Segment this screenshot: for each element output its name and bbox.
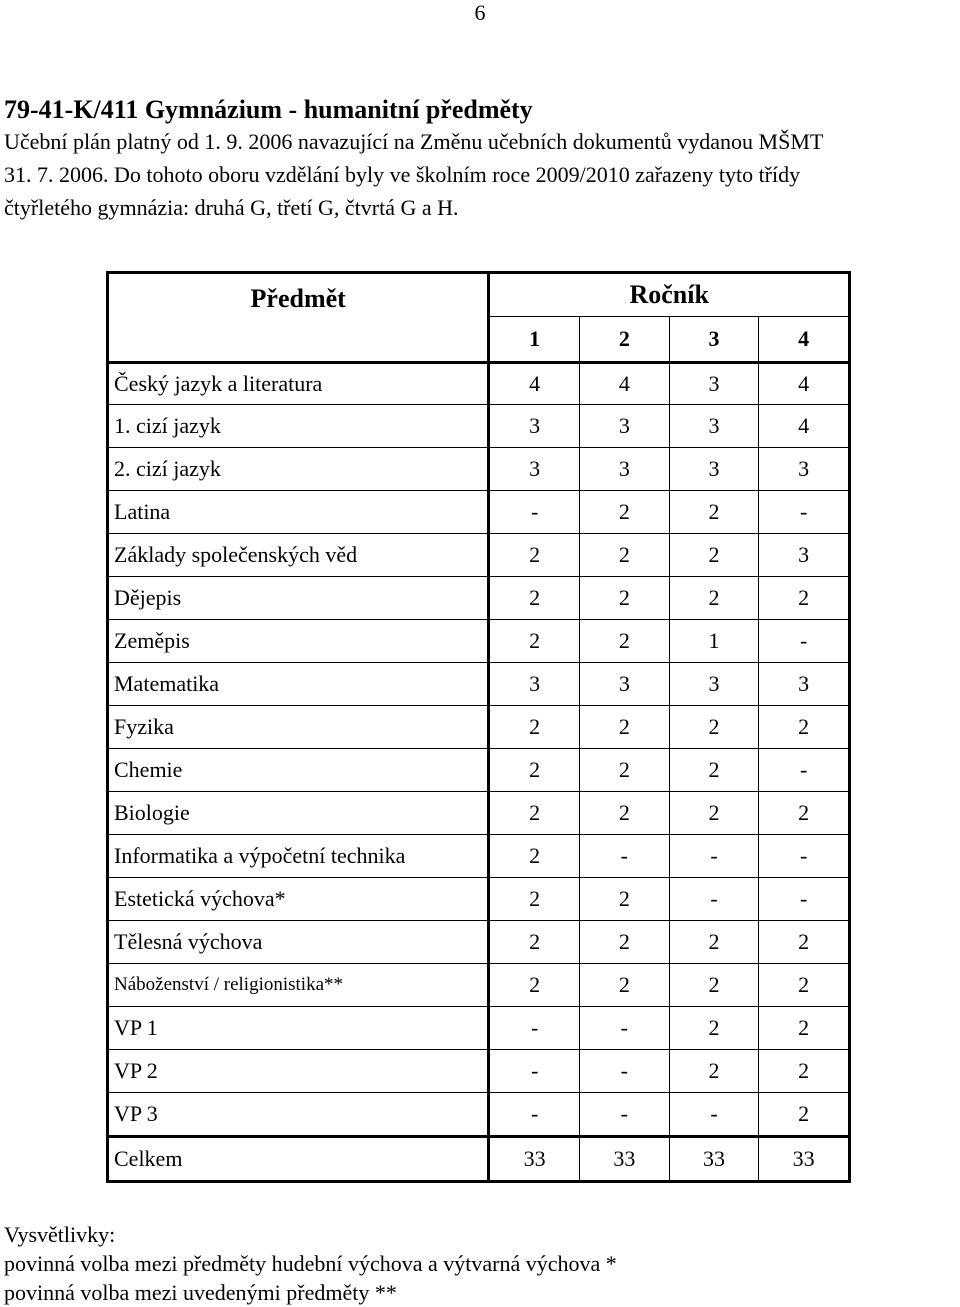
hours-cell: 33	[759, 1137, 850, 1182]
hours-cell: -	[489, 1050, 580, 1093]
hours-cell: -	[489, 491, 580, 534]
hours-cell: 3	[759, 534, 850, 577]
hours-cell: -	[580, 1093, 670, 1137]
hours-cell: 2	[759, 964, 850, 1007]
hours-cell: 3	[759, 663, 850, 706]
hours-cell: 2	[669, 964, 759, 1007]
hours-cell: 2	[759, 1093, 850, 1137]
hours-cell: -	[759, 491, 850, 534]
table-row	[108, 835, 850, 878]
hours-cell: 2	[669, 921, 759, 964]
subject-name-cell: VP 1	[108, 1007, 489, 1050]
subject-name-cell: Latina	[108, 491, 489, 534]
table-row	[108, 577, 850, 620]
hours-cell: -	[669, 1093, 759, 1137]
table-row	[108, 964, 850, 1007]
hours-cell: 2	[580, 534, 670, 577]
curriculum-table-body	[108, 363, 850, 1182]
total-row	[108, 1137, 850, 1182]
hours-cell: 33	[580, 1137, 670, 1182]
hours-cell: -	[580, 1050, 670, 1093]
subject-name-cell: VP 2	[108, 1050, 489, 1093]
hours-cell: 2	[489, 921, 580, 964]
table-row	[108, 706, 850, 749]
subject-name-cell: 2. cizí jazyk	[108, 448, 489, 491]
hours-cell: 2	[669, 1007, 759, 1050]
table-row	[108, 405, 850, 448]
hours-cell: 4	[489, 363, 580, 405]
hours-cell: 2	[669, 491, 759, 534]
hours-cell: 2	[759, 1007, 850, 1050]
hours-cell: -	[489, 1007, 580, 1050]
hours-cell: 2	[489, 835, 580, 878]
subject-name-cell: Biologie	[108, 792, 489, 835]
note-line: povinná volba mezi předměty hudební výchova a výtvarná výchova *	[4, 1251, 617, 1276]
hours-cell: 2	[669, 749, 759, 792]
hours-cell: 2	[489, 749, 580, 792]
hours-cell: 2	[669, 534, 759, 577]
intro-line: 31. 7. 2006. Do tohoto oboru vzdělání byly ve školním roce 2009/2010 zařazeny tyto třídy	[4, 162, 801, 187]
intro-paragraph	[4, 125, 959, 224]
subject-name-cell: Informatika a výpočetní technika	[108, 835, 489, 878]
hours-cell: -	[489, 1093, 580, 1137]
subject-name-cell: Český jazyk a literatura	[108, 363, 489, 405]
year-1-header: 1	[489, 317, 580, 363]
hours-cell: 33	[669, 1137, 759, 1182]
hours-cell: 2	[580, 620, 670, 663]
year-3-header: 3	[669, 317, 759, 363]
hours-cell: 2	[489, 577, 580, 620]
hours-cell: 4	[759, 363, 850, 405]
hours-cell: 2	[759, 921, 850, 964]
year-2-header: 2	[580, 317, 670, 363]
hours-cell: 3	[580, 663, 670, 706]
hours-cell: -	[580, 835, 670, 878]
hours-cell: 3	[669, 363, 759, 405]
table-row	[108, 878, 850, 921]
hours-cell: 3	[669, 663, 759, 706]
hours-cell: 4	[759, 405, 850, 448]
hours-cell: 4	[580, 363, 670, 405]
hours-cell: 3	[489, 405, 580, 448]
hours-cell: 2	[669, 792, 759, 835]
notes-title: Vysvětlivky:	[4, 1222, 116, 1247]
hours-cell: 2	[489, 534, 580, 577]
hours-cell: 3	[580, 405, 670, 448]
table-row	[108, 749, 850, 792]
hours-cell: -	[669, 835, 759, 878]
subject-column-header: Předmět	[108, 273, 489, 363]
notes	[4, 1220, 617, 1307]
table-row	[108, 1050, 850, 1093]
hours-cell: 2	[580, 491, 670, 534]
hours-cell: 3	[669, 405, 759, 448]
table-row	[108, 534, 850, 577]
curriculum-table	[106, 271, 851, 1183]
subject-name-cell: Dějepis	[108, 577, 489, 620]
table-row	[108, 663, 850, 706]
subject-name-cell: VP 3	[108, 1093, 489, 1137]
hours-cell: 33	[489, 1137, 580, 1182]
subject-name-cell: 1. cizí jazyk	[108, 405, 489, 448]
subject-name-cell: Matematika	[108, 663, 489, 706]
hours-cell: -	[669, 878, 759, 921]
hours-cell: 2	[489, 792, 580, 835]
hours-cell: 2	[580, 878, 670, 921]
hours-cell: 3	[489, 448, 580, 491]
year-4-header: 4	[759, 317, 850, 363]
table-row	[108, 921, 850, 964]
note-line: povinná volba mezi uvedenými předměty **	[4, 1280, 397, 1305]
subject-name-cell: Náboženství / religionistika**	[108, 964, 489, 1007]
hours-cell: 3	[489, 663, 580, 706]
hours-cell: 2	[580, 921, 670, 964]
hours-cell: 2	[580, 964, 670, 1007]
year-column-header: Ročník	[489, 273, 850, 317]
hours-cell: -	[759, 878, 850, 921]
table-row	[108, 620, 850, 663]
hours-cell: 2	[580, 577, 670, 620]
hours-cell: 2	[489, 706, 580, 749]
hours-cell: 2	[489, 620, 580, 663]
hours-cell: -	[759, 835, 850, 878]
subject-name-cell: Základy společenských věd	[108, 534, 489, 577]
table-row	[108, 363, 850, 405]
hours-cell: 2	[759, 706, 850, 749]
hours-cell: 2	[489, 964, 580, 1007]
table-row	[108, 1093, 850, 1137]
hours-cell: 2	[669, 706, 759, 749]
page-number: 6	[474, 0, 486, 25]
hours-cell: -	[759, 620, 850, 663]
table-row	[108, 792, 850, 835]
hours-cell: 2	[580, 792, 670, 835]
hours-cell: -	[759, 749, 850, 792]
subject-name-cell: Chemie	[108, 749, 489, 792]
hours-cell: 1	[669, 620, 759, 663]
subject-name-cell: Celkem	[108, 1137, 489, 1182]
hours-cell: 2	[669, 1050, 759, 1093]
intro-line: čtyřletého gymnázia: druhá G, třetí G, čtvrtá G a H.	[4, 195, 459, 220]
hours-cell: 3	[759, 448, 850, 491]
subject-name-cell: Estetická výchova*	[108, 878, 489, 921]
table-row	[108, 491, 850, 534]
hours-cell: 2	[489, 878, 580, 921]
hours-cell: 2	[759, 1050, 850, 1093]
hours-cell: 3	[580, 448, 670, 491]
table-row	[108, 1007, 850, 1050]
table-row	[108, 448, 850, 491]
document-heading: 79-41-K/411 Gymnázium - humanitní předměty	[4, 95, 533, 124]
hours-cell: 2	[759, 792, 850, 835]
hours-cell: 2	[669, 577, 759, 620]
hours-cell: 2	[580, 706, 670, 749]
hours-cell: 3	[669, 448, 759, 491]
subject-name-cell: Fyzika	[108, 706, 489, 749]
hours-cell: 2	[580, 749, 670, 792]
subject-name-cell: Zeměpis	[108, 620, 489, 663]
subject-name-cell: Tělesná výchova	[108, 921, 489, 964]
intro-line: Učební plán platný od 1. 9. 2006 navazující na Změnu učebních dokumentů vydanou MŠMT	[4, 129, 824, 154]
hours-cell: -	[580, 1007, 670, 1050]
hours-cell: 2	[759, 577, 850, 620]
